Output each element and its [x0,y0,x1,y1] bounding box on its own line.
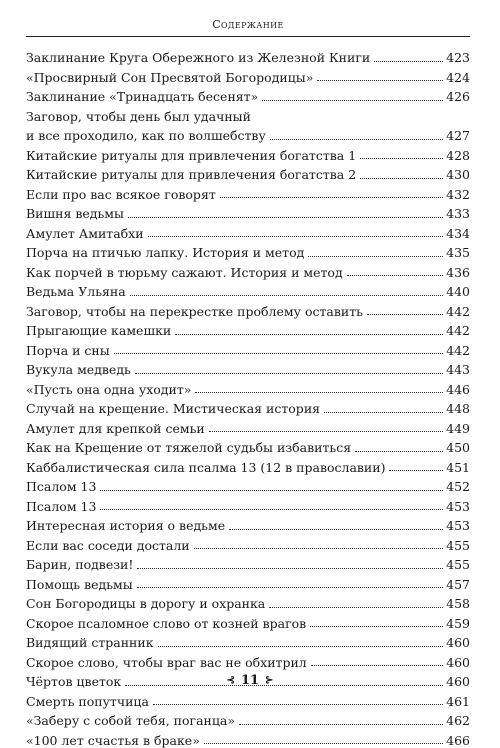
toc-entry[interactable] [26,534,470,554]
toc-entry-title: «Заберу с собой тебя, поганца» [26,715,235,729]
toc-entry-page: 462 [446,715,470,729]
toc-entry[interactable] [26,339,470,359]
toc-entry-title: Барин, подвези! [26,559,133,573]
dot-leader [311,665,443,666]
dot-leader [269,607,443,608]
toc-entry[interactable] [26,573,470,593]
toc-entry-title: «Просвирный Сон Пресвятой Богородицы» [26,72,313,86]
toc-entry-page: 455 [446,540,470,554]
ornament-right-icon: ⊱ [265,675,273,686]
toc-entry-page: 453 [446,520,470,534]
page-number: 11 [241,673,259,688]
dot-leader [158,646,444,647]
toc-entry-page: 428 [446,150,470,164]
toc-entry-page: 460 [446,657,470,671]
toc-entry[interactable] [26,241,470,261]
toc-entry[interactable] [26,85,470,105]
toc-entry[interactable] [26,163,470,183]
toc-entry-page: 423 [446,52,470,66]
toc-entry[interactable] [26,261,470,281]
toc-entry-title: Как порчей в тюрьму сажают. История и метод [26,267,343,281]
table-of-contents [26,46,470,748]
dot-leader [209,431,443,432]
toc-entry[interactable] [26,709,470,729]
toc-entry[interactable] [26,105,470,125]
toc-entry-page: 452 [446,481,470,495]
dot-leader [128,217,443,218]
toc-entry[interactable] [26,729,470,748]
toc-entry-page: 458 [446,598,470,612]
toc-entry[interactable] [26,612,470,632]
dot-leader [130,295,443,296]
toc-entry-title: Псалом 13 [26,501,96,515]
toc-entry-title: Смерть попутчица [26,696,149,710]
dot-leader [137,587,443,588]
toc-entry[interactable] [26,66,470,86]
toc-entry-title: Случай на крещение. Мистическая история [26,403,320,417]
dot-leader [355,451,443,452]
toc-entry-page: 460 [446,676,470,690]
toc-entry-title: Помощь ведьмы [26,579,133,593]
toc-entry[interactable] [26,514,470,534]
toc-entry-title: Сон Богородицы в дорогу и охранка [26,598,265,612]
toc-entry-title: Скорое псаломное слово от козней врагов [26,618,306,632]
toc-entry[interactable] [26,222,470,242]
toc-entry-title: Китайские ритуалы для привлечения богатства 1 [26,150,356,164]
dot-leader [389,470,443,471]
toc-entry-title: Порча и сны [26,345,110,359]
toc-entry-title: Каббалистическая сила псалма 13 (12 в православии) [26,462,385,476]
toc-entry[interactable] [26,475,470,495]
toc-entry[interactable] [26,358,470,378]
toc-entry-title: Порча на птичью лапку. История и метод [26,247,304,261]
dot-leader [175,334,443,335]
toc-entry-page: 449 [446,423,470,437]
header-title: Содержание [26,18,470,31]
toc-entry[interactable] [26,651,470,671]
dot-leader [374,61,443,62]
toc-entry-title: Если вас соседи достали [26,540,190,554]
toc-entry-page: 433 [446,208,470,222]
toc-entry-page: 427 [446,130,470,144]
toc-entry-title: Заклинание Круга Обережного из Железной Книги [26,52,370,66]
toc-entry-page: 436 [446,267,470,281]
toc-entry-title: Если про вас всякое говорят [26,189,216,203]
toc-entry-title: Вишня ведьмы [26,208,124,222]
running-header [26,12,470,40]
dot-leader [194,548,444,549]
toc-entry-page: 432 [446,189,470,203]
toc-entry-title: Заговор, чтобы на перекрестке проблему оставить [26,306,363,320]
toc-entry-title: Скорое слово, чтобы враг вас не обхитрил [26,657,307,671]
dot-leader [308,256,443,257]
toc-entry-page: 457 [446,579,470,593]
dot-leader [204,743,443,744]
dot-leader [239,724,443,725]
toc-entry[interactable] [26,417,470,437]
toc-entry[interactable] [26,46,470,66]
toc-entry[interactable] [26,319,470,339]
toc-entry-title: Заклинание «Тринадцать бесенят» [26,91,258,105]
toc-entry-page: 448 [446,403,470,417]
toc-entry[interactable] [26,592,470,612]
toc-entry-page: 455 [446,559,470,573]
toc-entry-title: и все проходило, как по волшебству [26,130,266,144]
toc-entry[interactable] [26,300,470,320]
toc-entry-page: 440 [446,286,470,300]
toc-entry[interactable] [26,280,470,300]
toc-entry-title: Заговор, чтобы день был удачный [26,111,251,125]
toc-entry-page: 446 [446,384,470,398]
dot-leader [114,353,443,354]
toc-entry[interactable] [26,144,470,164]
toc-entry-page: 451 [446,462,470,476]
toc-entry-page: 460 [446,637,470,651]
dot-leader [100,490,443,491]
dot-leader [137,568,443,569]
toc-entry[interactable] [26,631,470,651]
toc-entry-title: «100 лет счастья в браке» [26,735,200,748]
dot-leader [195,392,443,393]
toc-entry-title: Вукула медведь [26,364,131,378]
header-rule [26,36,470,37]
toc-entry-title: Псалом 13 [26,481,96,495]
toc-entry-title: Видящий странник [26,637,154,651]
toc-entry-title: Амулет для крепкой семьи [26,423,205,437]
dot-leader [360,158,443,159]
dot-leader [148,236,444,237]
toc-entry-page: 442 [446,325,470,339]
toc-entry-page: 453 [446,501,470,515]
toc-entry-page: 435 [446,247,470,261]
dot-leader [360,178,443,179]
dot-leader [220,197,443,198]
page-footer [0,673,500,688]
toc-entry-page: 450 [446,442,470,456]
toc-entry-page: 424 [446,72,470,86]
dot-leader [262,100,443,101]
toc-entry-page: 426 [446,91,470,105]
toc-entry[interactable] [26,202,470,222]
dot-leader [347,275,443,276]
toc-entry[interactable] [26,378,470,398]
toc-entry[interactable] [26,495,470,515]
toc-entry[interactable] [26,456,470,476]
dot-leader [153,704,443,705]
dot-leader [229,529,443,530]
toc-entry-title: Амулет Амитабхи [26,228,144,242]
dot-leader [100,509,443,510]
toc-entry-title: Интересная история о ведьме [26,520,225,534]
toc-entry-title: Прыгающие камешки [26,325,171,339]
dot-leader [135,373,443,374]
toc-entry-page: 443 [446,364,470,378]
dot-leader [324,412,443,413]
dot-leader [270,139,443,140]
toc-entry-title: Как на Крещение от тяжелой судьбы избавиться [26,442,351,456]
toc-entry[interactable] [26,397,470,417]
toc-entry[interactable] [26,124,470,144]
toc-entry-page: 434 [446,228,470,242]
toc-entry-title: Китайские ритуалы для привлечения богатства 2 [26,169,356,183]
ornament-left-icon: ⊰ [227,675,235,686]
dot-leader [310,626,443,627]
toc-entry[interactable] [26,183,470,203]
toc-entry-page: 459 [446,618,470,632]
toc-entry-title: «Пусть она одна уходит» [26,384,191,398]
toc-entry-page: 430 [446,169,470,183]
toc-entry[interactable] [26,690,470,710]
toc-entry-title: Чёртов цветок [26,676,121,690]
toc-entry[interactable] [26,436,470,456]
dot-leader [367,314,443,315]
toc-entry[interactable] [26,553,470,573]
toc-entry-page: 442 [446,306,470,320]
toc-entry-page: 466 [446,735,470,748]
toc-entry-page: 461 [446,696,470,710]
toc-entry-page: 442 [446,345,470,359]
dot-leader [317,80,443,81]
toc-entry-title: Ведьма Ульяна [26,286,126,300]
